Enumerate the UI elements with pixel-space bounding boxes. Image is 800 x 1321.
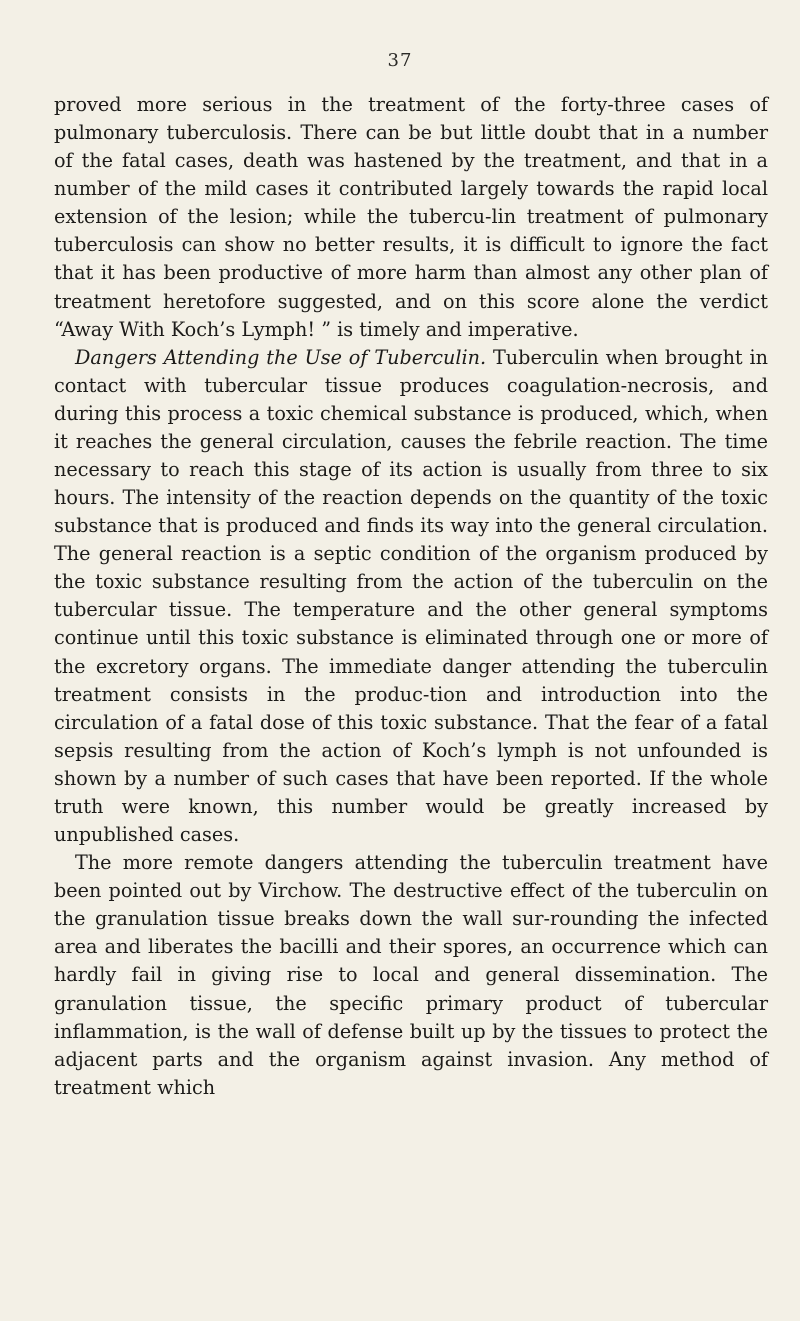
paragraph-2-text: Tuberculin when brought in contact with tubercular tissue produces coagulation-necrosis, and during this process a toxic chemical substance is produced, which, when it reaches the general circulation, causes the febrile reaction. The time necessary to reach this stage of its action is usually from three to six hours. The intensity of the reaction depends on the quantity of the toxic substance that is produced and finds its way into the general circulation. The general reaction is a septic condition of the organism produced by the toxic substance resulting from the action of the tuberculin on the tubercular tissue. The temperature and the other general symptoms continue until this toxic substance is eliminated through one or more of the excretory organs. The immediate danger attending the tuberculin treatment consists in the produc-tion and introduction into the circulation of a fatal dose of this toxic substance. That the fear of a fatal sepsis resulting from the action of Koch’s lymph is not unfounded is shown by a number of such cases that have been reported. If the whole truth were known, this number would be greatly increased by unpublished cases.	[54, 345, 768, 847]
body-text	[54, 91, 768, 1102]
page-number: 37	[387, 50, 413, 71]
paragraph-3-text: The more remote dangers attending the tuberculin treatment have been pointed out by Virchow. The destructive effect of the tuberculin on the granulation tissue breaks down the wall sur-rounding the infected area and liberates the bacilli and their spores, an occurrence which can hardly fail in giving rise to local and general dissemination. The granulation tissue, the specific primary product of tubercular inflammation, is the wall of defense built up by the tissues to protect the adjacent parts and the organism against invasion. Any method of treatment which	[54, 851, 768, 1099]
paragraph-3	[54, 849, 768, 1102]
section-heading: Dangers Attending the Use of Tuberculin.	[75, 345, 487, 369]
paragraph-2	[54, 344, 768, 849]
paragraph-1	[54, 91, 768, 344]
paragraph-1-text: proved more serious in the treatment of the forty-three cases of pulmonary tuberculosis. There can be but little doubt that in a number of the fatal cases, death was hastened by the treatment, and that in a number of the mild cases it contributed largely towards the rapid local extension of the lesion; while the tubercu-lin treatment of pulmonary tuberculosis can show no better results, it is difficult to ignore the fact that it has been productive of more harm than almost any other plan of treatment heretofore suggested, and on this score alone the verdict “Away With Koch’s Lymph! ” is timely and imperative.	[54, 93, 768, 341]
